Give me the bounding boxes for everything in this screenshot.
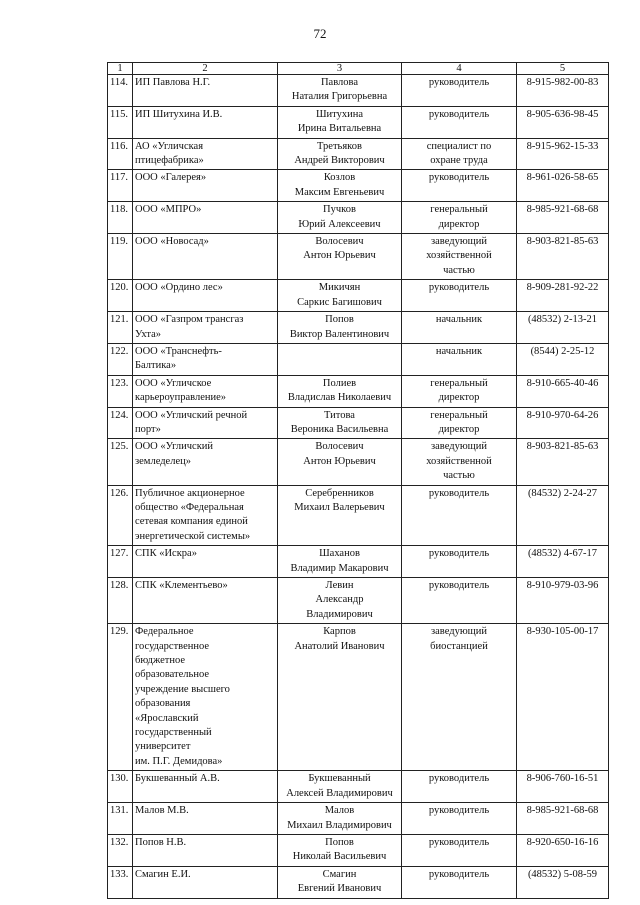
organization-cell-text: ООО «Угличское карьероуправление»	[135, 377, 227, 404]
phone-cell-text: 8-903-821-85-63	[526, 441, 599, 453]
row-number-text: 132.	[110, 836, 129, 848]
row-number	[108, 106, 133, 138]
organization-cell-text: Малов М.В.	[135, 805, 189, 817]
organization-cell	[133, 234, 278, 280]
header-cell: 4	[402, 63, 517, 75]
row-number-text: 125.	[110, 441, 129, 453]
person-cell-text: Попов Виктор Валентинович	[289, 314, 390, 340]
phone-cell	[517, 803, 609, 835]
position-cell	[402, 407, 517, 439]
organization-cell	[133, 138, 278, 170]
position-cell	[402, 106, 517, 138]
person-cell	[278, 106, 402, 138]
position-cell-text: генеральный директор	[430, 204, 488, 230]
table-row	[108, 234, 609, 280]
phone-cell-text: 8-905-636-98-45	[526, 108, 599, 120]
organization-cell	[133, 866, 278, 898]
phone-cell	[517, 375, 609, 407]
row-number	[108, 578, 133, 624]
phone-cell	[517, 106, 609, 138]
phone-cell-text: 8-985-921-68-68	[526, 204, 599, 216]
organization-cell-text: ООО «Ордино лес»	[135, 282, 223, 294]
organization-cell-text: ООО «Новосад»	[135, 236, 209, 248]
row-number-text: 122.	[110, 345, 129, 357]
phone-cell	[517, 312, 609, 344]
table-row	[108, 803, 609, 835]
person-cell-text: Попов Николай Васильевич	[292, 836, 387, 863]
organization-cell-text: Смагин Е.И.	[135, 868, 191, 880]
phone-cell	[517, 75, 609, 107]
person-cell	[278, 234, 402, 280]
position-cell-text: руководитель	[428, 836, 490, 848]
phone-cell	[517, 866, 609, 898]
organization-cell-text: ООО «Транснефть- Балтика»	[135, 345, 222, 372]
row-number	[108, 202, 133, 234]
row-number-text: 119.	[110, 236, 128, 248]
row-number-text: 133.	[110, 868, 129, 880]
position-cell	[402, 834, 517, 866]
row-number-text: 127.	[110, 548, 129, 560]
organization-cell-text: АО «Угличская птицефабрика»	[135, 140, 204, 167]
row-number	[108, 170, 133, 202]
person-cell-text: Титова Вероника Васильевна	[290, 409, 389, 435]
organization-cell-text: ИП Павлова Н.Г.	[135, 77, 211, 88]
row-number	[108, 803, 133, 835]
organization-cell	[133, 106, 278, 138]
person-cell-text: Микичян Саркис Багишович	[297, 282, 382, 308]
table-row	[108, 578, 609, 624]
organization-cell	[133, 803, 278, 835]
phone-cell-text: 8-915-982-00-83	[526, 77, 599, 88]
row-number	[108, 234, 133, 280]
person-cell	[278, 439, 402, 485]
header-cell: 1	[108, 63, 133, 75]
row-number-text: 118.	[110, 204, 128, 216]
header-cell: 2	[133, 63, 278, 75]
position-cell-text: генеральный директор	[430, 409, 488, 435]
position-cell	[402, 866, 517, 898]
table-row	[108, 343, 609, 375]
person-cell	[278, 170, 402, 202]
phone-cell-text: 8-909-281-92-22	[526, 282, 599, 294]
phone-cell	[517, 546, 609, 578]
phone-cell	[517, 578, 609, 624]
phone-cell-text: 8-903-821-85-63	[526, 236, 599, 248]
organization-cell	[133, 375, 278, 407]
phone-cell	[517, 624, 609, 771]
row-number	[108, 546, 133, 578]
person-cell	[278, 578, 402, 624]
organization-cell	[133, 578, 278, 624]
row-number-text: 116.	[110, 140, 128, 152]
organization-cell	[133, 170, 278, 202]
organization-cell-text: ООО «МПРО»	[135, 204, 202, 216]
row-number	[108, 771, 133, 803]
organization-cell-text: Федеральное государственное бюджетное образовательное учреждение высшего образования «Ярославский государственный университет им. П.Г. Демидова»	[135, 626, 230, 767]
phone-cell	[517, 834, 609, 866]
position-cell	[402, 439, 517, 485]
table-row	[108, 834, 609, 866]
person-cell	[278, 343, 402, 375]
row-number-text: 130.	[110, 773, 129, 785]
phone-cell-text: 8-910-970-64-26	[526, 409, 599, 421]
person-cell-text: Левин Александр Владимирович	[306, 580, 373, 620]
position-cell-text: руководитель	[428, 868, 490, 880]
row-number	[108, 624, 133, 771]
phone-cell-text: (8544) 2-25-12	[530, 345, 595, 357]
person-cell	[278, 75, 402, 107]
row-number-text: 124.	[110, 409, 129, 421]
position-cell	[402, 75, 517, 107]
organization-cell-text: СПК «Искра»	[135, 548, 197, 560]
position-cell	[402, 771, 517, 803]
position-cell	[402, 546, 517, 578]
table-row	[108, 312, 609, 344]
organization-cell	[133, 75, 278, 107]
position-cell	[402, 578, 517, 624]
organization-cell-text: Попов Н.В.	[135, 836, 187, 848]
position-cell-text: генеральный директор	[430, 377, 488, 404]
organization-cell-text: ИП Шитухина И.В.	[135, 108, 223, 120]
position-cell	[402, 375, 517, 407]
row-number-text: 115.	[110, 108, 128, 120]
row-number	[108, 312, 133, 344]
organization-cell-text: Букшеванный А.В.	[135, 773, 220, 785]
position-cell	[402, 202, 517, 234]
person-cell-text: Павлова Наталия Григорьевна	[291, 77, 388, 103]
position-cell	[402, 234, 517, 280]
person-cell	[278, 624, 402, 771]
person-cell-text: Волосевич Антон Юрьевич	[303, 236, 376, 262]
header-cell: 3	[278, 63, 402, 75]
phone-cell	[517, 138, 609, 170]
position-cell-text: руководитель	[428, 282, 490, 294]
person-cell-text: Карпов Анатолий Иванович	[294, 626, 385, 652]
position-cell-text: специалист по охране труда	[426, 140, 492, 167]
position-cell-text: заведующий хозяйственной частью	[426, 236, 492, 276]
row-number-text: 123.	[110, 377, 129, 389]
position-cell	[402, 343, 517, 375]
organization-cell	[133, 834, 278, 866]
row-number-text: 131.	[110, 805, 129, 817]
person-cell-text: Малов Михаил Владимирович	[287, 805, 392, 831]
row-number	[108, 375, 133, 407]
table-row	[108, 866, 609, 898]
table-row	[108, 624, 609, 771]
row-number	[108, 485, 133, 546]
position-cell-text: руководитель	[428, 487, 490, 499]
person-cell-text: Шитухина Ирина Витальевна	[297, 108, 382, 135]
person-cell-text: Волосевич Антон Юрьевич	[303, 441, 376, 467]
person-cell	[278, 202, 402, 234]
position-cell	[402, 803, 517, 835]
organization-cell	[133, 546, 278, 578]
row-number-text: 120.	[110, 282, 129, 294]
position-cell-text: руководитель	[428, 172, 490, 184]
person-cell	[278, 407, 402, 439]
person-cell	[278, 546, 402, 578]
phone-cell	[517, 485, 609, 546]
row-number	[108, 343, 133, 375]
position-cell-text: руководитель	[428, 548, 490, 560]
phone-cell-text: (48532) 5-08-59	[527, 868, 598, 880]
position-cell-text: руководитель	[428, 805, 490, 817]
person-cell-text: Серебренников Михаил Валерьевич	[294, 487, 385, 513]
position-cell	[402, 280, 517, 312]
position-cell	[402, 138, 517, 170]
person-cell-text: Смагин Евгений Иванович	[297, 868, 382, 895]
organization-cell	[133, 202, 278, 234]
table-row	[108, 138, 609, 170]
row-number	[108, 407, 133, 439]
person-cell	[278, 485, 402, 546]
position-cell-text: начальник	[435, 345, 483, 357]
phone-cell	[517, 234, 609, 280]
organization-cell-text: ООО «Галерея»	[135, 172, 207, 184]
position-cell-text: начальник	[435, 314, 483, 326]
organization-cell-text: ООО «Угличский речной порт»	[135, 409, 248, 435]
row-number	[108, 138, 133, 170]
organization-cell	[133, 439, 278, 485]
table-row	[108, 375, 609, 407]
organization-cell-text: СПК «Клементьево»	[135, 580, 228, 591]
person-cell	[278, 803, 402, 835]
phone-cell	[517, 343, 609, 375]
person-cell	[278, 834, 402, 866]
phone-cell-text: 8-915-962-15-33	[526, 140, 599, 152]
person-cell-text: Полиев Владислав Николаевич	[287, 377, 392, 404]
organization-cell	[133, 624, 278, 771]
person-cell-text: Третьяков Андрей Викторович	[294, 140, 385, 167]
row-number-text: 129.	[110, 626, 129, 638]
phone-cell	[517, 439, 609, 485]
position-cell-text: заведующий хозяйственной частью	[426, 441, 492, 482]
person-cell	[278, 771, 402, 803]
person-cell-text: Букшеванный Алексей Владимирович	[286, 773, 393, 799]
organization-cell-text: ООО «Угличский земледелец»	[135, 441, 214, 467]
table-row	[108, 485, 609, 546]
phone-cell	[517, 202, 609, 234]
table-row	[108, 170, 609, 202]
organization-cell-text: ООО «Газпром трансгаз Ухта»	[135, 314, 244, 340]
contacts-table	[107, 62, 609, 899]
organization-cell-text: Публичное акционерное общество «Федеральная сетевая компания единой энергетической системы»	[135, 487, 251, 542]
phone-cell-text: 8-910-665-40-46	[526, 377, 599, 389]
header-cell: 5	[517, 63, 609, 75]
table-row	[108, 407, 609, 439]
phone-cell-text: 8-985-921-68-68	[526, 805, 599, 817]
person-cell-text: Козлов Максим Евгеньевич	[294, 172, 385, 198]
table-header-row	[108, 63, 609, 75]
row-number-text: 128.	[110, 580, 129, 591]
position-cell-text: руководитель	[428, 773, 490, 785]
person-cell	[278, 312, 402, 344]
row-number-text: 121.	[110, 314, 129, 326]
phone-cell	[517, 407, 609, 439]
table-row	[108, 546, 609, 578]
person-cell	[278, 866, 402, 898]
phone-cell-text: 8-906-760-16-51	[526, 773, 599, 785]
row-number-text: 114.	[110, 77, 128, 88]
table-row	[108, 202, 609, 234]
person-cell	[278, 138, 402, 170]
phone-cell	[517, 771, 609, 803]
position-cell-text: руководитель	[428, 580, 490, 591]
page-number: 72	[313, 26, 327, 41]
position-cell	[402, 312, 517, 344]
organization-cell	[133, 407, 278, 439]
person-cell-text: Пучков Юрий Алексеевич	[298, 204, 381, 230]
position-cell-text: руководитель	[428, 77, 490, 88]
organization-cell	[133, 312, 278, 344]
organization-cell	[133, 343, 278, 375]
person-cell	[278, 375, 402, 407]
row-number	[108, 866, 133, 898]
phone-cell-text: 8-961-026-58-65	[526, 172, 599, 184]
position-cell	[402, 485, 517, 546]
phone-cell-text: (48532) 2-13-21	[527, 314, 598, 326]
table-row	[108, 75, 609, 107]
phone-cell-text: (48532) 4-67-17	[527, 548, 598, 560]
table-row	[108, 106, 609, 138]
row-number	[108, 75, 133, 107]
organization-cell	[133, 485, 278, 546]
table-row	[108, 439, 609, 485]
row-number	[108, 280, 133, 312]
position-cell	[402, 170, 517, 202]
organization-cell	[133, 771, 278, 803]
position-cell	[402, 624, 517, 771]
phone-cell	[517, 170, 609, 202]
organization-cell	[133, 280, 278, 312]
table-row	[108, 771, 609, 803]
row-number	[108, 439, 133, 485]
phone-cell-text: 8-910-979-03-96	[526, 580, 599, 591]
phone-cell	[517, 280, 609, 312]
person-cell-text: Шаханов Владимир Макарович	[290, 548, 389, 574]
position-cell-text: руководитель	[428, 108, 490, 120]
row-number	[108, 834, 133, 866]
phone-cell-text: (84532) 2-24-27	[527, 487, 598, 499]
person-cell	[278, 280, 402, 312]
row-number-text: 117.	[110, 172, 128, 184]
table-row	[108, 280, 609, 312]
row-number-text: 126.	[110, 487, 129, 499]
position-cell-text: заведующий биостанцией	[430, 626, 488, 652]
phone-cell-text: 8-920-650-16-16	[526, 836, 599, 848]
phone-cell-text: 8-930-105-00-17	[526, 626, 599, 638]
